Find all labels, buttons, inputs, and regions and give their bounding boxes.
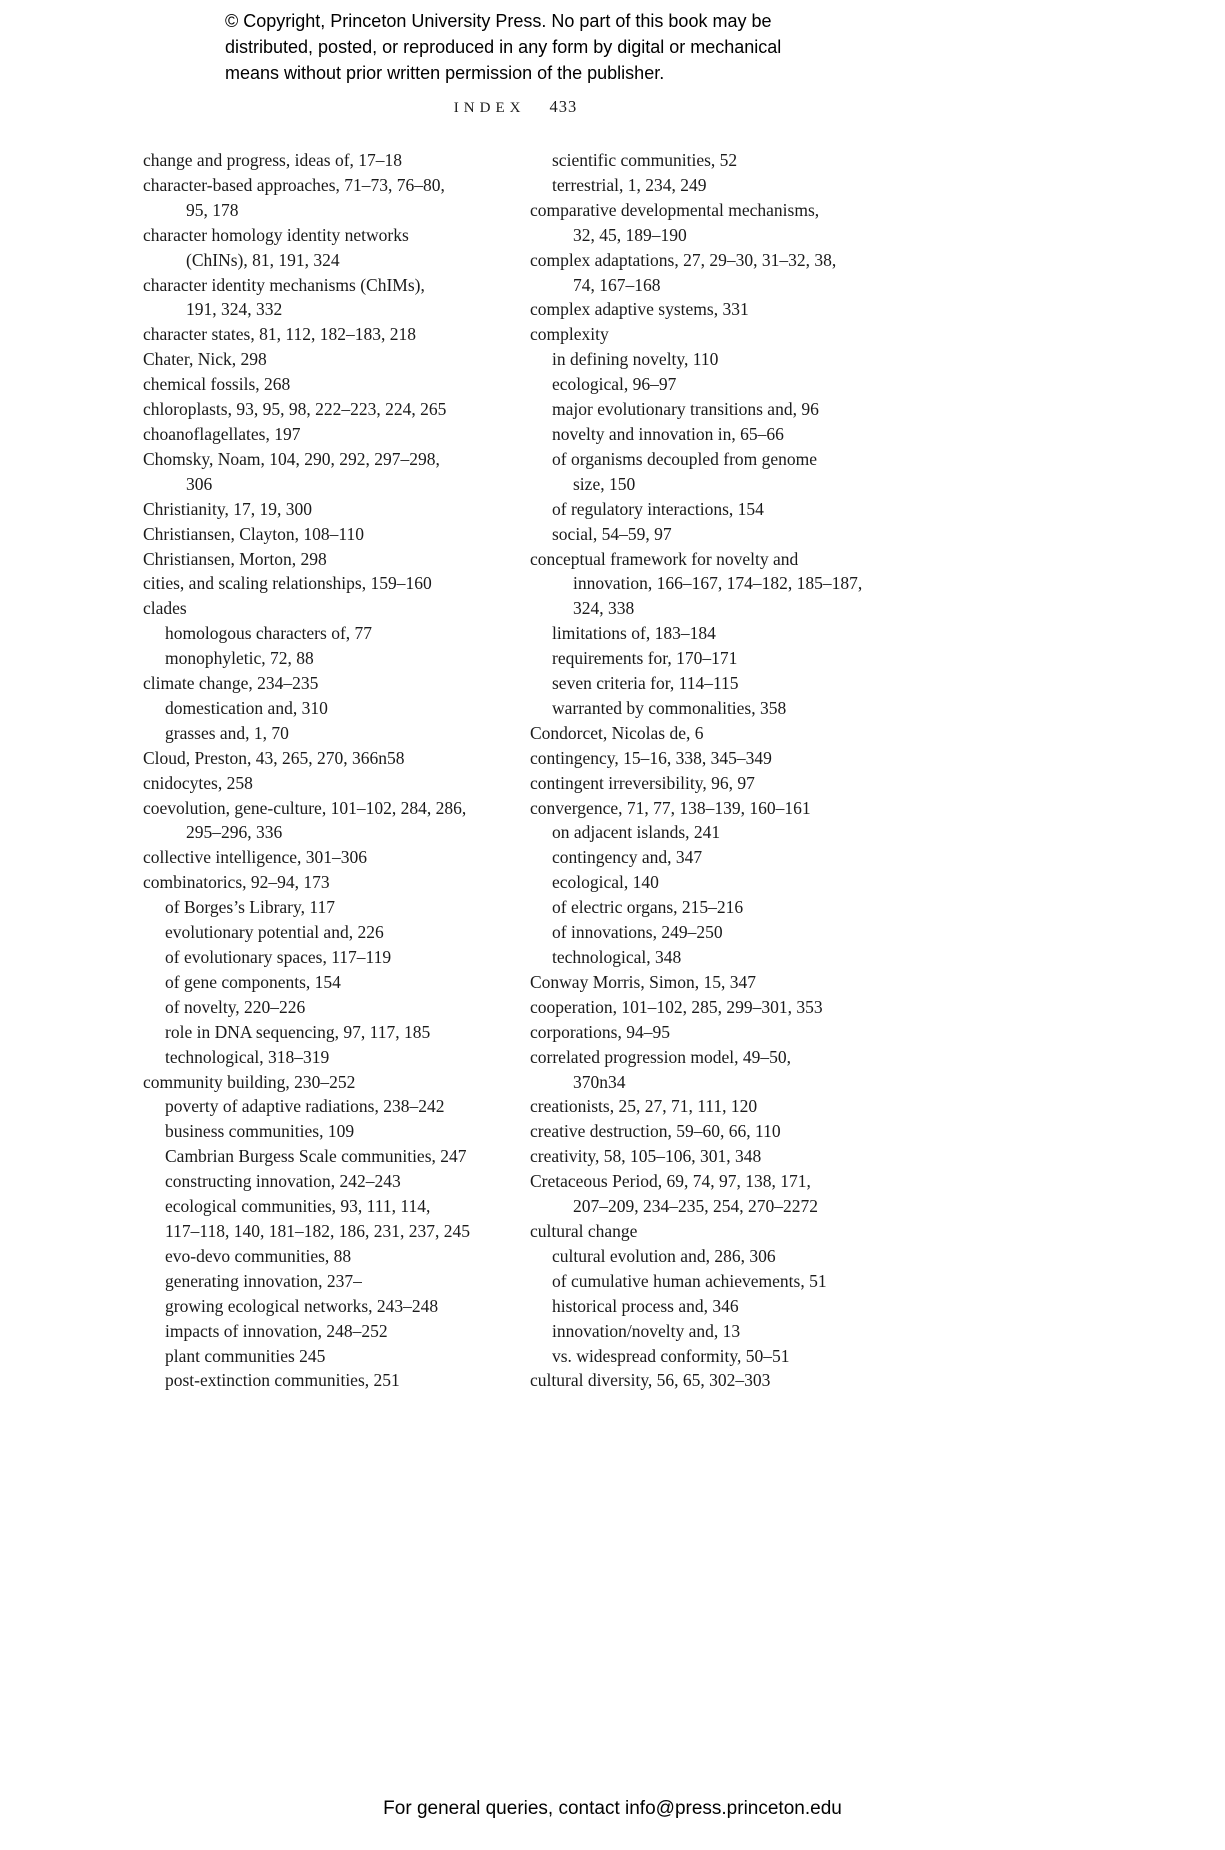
index-entry: character-based approaches, 71–73, 76–80, — [143, 174, 445, 195]
index-entry: chloroplasts, 93, 95, 98, 222–223, 224, 265 — [143, 399, 447, 420]
index-entry: 32, 45, 189–190 — [573, 224, 687, 245]
index-entry: cooperation, 101–102, 285, 299–301, 353 — [530, 996, 823, 1017]
copyright-notice — [225, 8, 781, 86]
index-entry: of regulatory interactions, 154 — [552, 498, 764, 519]
index-entry: Christianity, 17, 19, 300 — [143, 498, 313, 519]
index-entry: poverty of adaptive radiations, 238–242 — [165, 1096, 445, 1117]
index-entry: 324, 338 — [573, 598, 635, 619]
index-column-right — [530, 148, 1125, 1393]
index-entry: creative destruction, 59–60, 66, 110 — [530, 1121, 781, 1142]
index-entry: contingent irreversibility, 96, 97 — [530, 772, 755, 793]
index-entry: (ChINs), 81, 191, 324 — [186, 249, 340, 270]
index-entry: chemical fossils, 268 — [143, 374, 291, 395]
index-entry: of Borges’s Library, 117 — [165, 897, 335, 918]
index-title: INDEX — [453, 100, 526, 116]
index-entry: generating innovation, 237– — [165, 1270, 362, 1291]
index-entry: character homology identity networks — [143, 224, 409, 245]
index-entry: major evolutionary transitions and, 96 — [552, 399, 819, 420]
index-entry: 207–209, 234–235, 254, 270–2272 — [573, 1196, 818, 1217]
index-entry: social, 54–59, 97 — [552, 523, 672, 544]
index-entry: complex adaptive systems, 331 — [530, 299, 749, 320]
index-entry: Cloud, Preston, 43, 265, 270, 366n58 — [143, 747, 405, 768]
index-entry: complex adaptations, 27, 29–30, 31–32, 38, — [530, 249, 837, 270]
index-entry: terrestrial, 1, 234, 249 — [552, 174, 707, 195]
index-entry: combinatorics, 92–94, 173 — [143, 872, 330, 893]
index-entry: novelty and innovation in, 65–66 — [552, 423, 784, 444]
index-entry: constructing innovation, 242–243 — [165, 1171, 401, 1192]
index-entry: domestication and, 310 — [165, 697, 328, 718]
index-entry: seven criteria for, 114–115 — [552, 673, 739, 694]
index-entry: historical process and, 346 — [552, 1295, 739, 1316]
index-entry: complexity — [530, 324, 609, 345]
index-entry: contingency and, 347 — [552, 847, 703, 868]
footer-contact: For general queries, contact info@press.princeton.edu — [383, 1798, 842, 1819]
index-entry: cnidocytes, 258 — [143, 772, 253, 793]
index-entry: limitations of, 183–184 — [552, 623, 716, 644]
index-entry: climate change, 234–235 — [143, 673, 319, 694]
index-entry: creativity, 58, 105–106, 301, 348 — [530, 1146, 762, 1167]
index-entry: Christiansen, Morton, 298 — [143, 548, 327, 569]
index-entry: Chater, Nick, 298 — [143, 349, 267, 370]
index-entry: role in DNA sequencing, 97, 117, 185 — [165, 1021, 431, 1042]
index-entry: change and progress, ideas of, 17–18 — [143, 150, 403, 170]
index-entry: comparative developmental mechanisms, — [530, 199, 820, 220]
index-entry: growing ecological networks, 243–248 — [165, 1295, 439, 1316]
index-entry: 370n34 — [573, 1071, 626, 1092]
index-entry: Condorcet, Nicolas de, 6 — [530, 722, 704, 743]
index-entry: evo-devo communities, 88 — [165, 1245, 352, 1266]
index-entry: cities, and scaling relationships, 159–160 — [143, 573, 432, 594]
index-entry: coevolution, gene-culture, 101–102, 284, 286, — [143, 797, 467, 818]
index-entry: of innovations, 249–250 — [552, 922, 723, 943]
index-entry: Cretaceous Period, 69, 74, 97, 138, 171, — [530, 1171, 811, 1192]
index-entry: cultural evolution and, 286, 306 — [552, 1245, 776, 1266]
index-entry: post-extinction communities, 251 — [165, 1370, 400, 1391]
index-entry: cultural change — [530, 1220, 638, 1241]
page-header — [143, 97, 888, 117]
index-entry: of cumulative human achievements, 51 — [552, 1270, 827, 1291]
index-entry: vs. widespread conformity, 50–51 — [552, 1345, 790, 1366]
page-number: 433 — [549, 97, 578, 116]
copyright-line: © Copyright, Princeton University Press. No part of this book may be — [225, 11, 772, 31]
index-entry: evolutionary potential and, 226 — [165, 922, 384, 943]
index-entry: 306 — [186, 473, 213, 494]
index-entry: size, 150 — [573, 473, 636, 494]
index-entry: of evolutionary spaces, 117–119 — [165, 947, 392, 967]
index-entry: conceptual framework for novelty and — [530, 548, 799, 569]
index-entry: character identity mechanisms (ChIMs), — [143, 274, 425, 295]
index-columns — [143, 148, 1125, 1393]
index-entry: collective intelligence, 301–306 — [143, 847, 368, 868]
index-entry: correlated progression model, 49–50, — [530, 1046, 791, 1067]
index-entry: cultural diversity, 56, 65, 302–303 — [530, 1370, 771, 1391]
index-entry: 295–296, 336 — [186, 822, 283, 843]
copyright-line: means without prior written permission of the publisher. — [225, 63, 665, 83]
index-entry: Chomsky, Noam, 104, 290, 292, 297–298, — [143, 448, 440, 469]
index-entry: convergence, 71, 77, 138–139, 160–161 — [530, 797, 811, 818]
index-entry: technological, 348 — [552, 947, 682, 967]
index-entry: of novelty, 220–226 — [165, 996, 306, 1017]
index-entry: homologous characters of, 77 — [165, 623, 373, 644]
copyright-line: distributed, posted, or reproduced in any form by digital or mechanical — [225, 37, 782, 57]
index-entry: plant communities 245 — [165, 1345, 326, 1366]
index-entry: on adjacent islands, 241 — [552, 822, 721, 843]
index-entry: monophyletic, 72, 88 — [165, 648, 314, 669]
index-entry: ecological, 96–97 — [552, 374, 677, 395]
index-entry: clades — [143, 598, 187, 619]
index-entry: ecological, 140 — [552, 872, 659, 893]
index-entry: requirements for, 170–171 — [552, 648, 738, 669]
index-entry: of electric organs, 215–216 — [552, 897, 744, 918]
index-entry: business communities, 109 — [165, 1121, 355, 1142]
index-entry: Conway Morris, Simon, 15, 347 — [530, 971, 757, 992]
index-entry: scientific communities, 52 — [552, 150, 738, 170]
index-entry: creationists, 25, 27, 71, 111, 120 — [530, 1096, 758, 1117]
index-entry: technological, 318–319 — [165, 1046, 330, 1067]
index-entry: innovation, 166–167, 174–182, 185–187, — [573, 573, 863, 594]
index-entry: community building, 230–252 — [143, 1071, 356, 1092]
index-entry: warranted by commonalities, 358 — [552, 697, 787, 718]
index-entry: 191, 324, 332 — [186, 299, 283, 320]
index-entry: of gene components, 154 — [165, 971, 341, 992]
index-entry: Cambrian Burgess Scale communities, 247 — [165, 1146, 467, 1167]
index-entry: 95, 178 — [186, 199, 239, 220]
index-entry: of organisms decoupled from genome — [552, 448, 818, 469]
index-entry: choanoflagellates, 197 — [143, 423, 301, 444]
index-entry: 117–118, 140, 181–182, 186, 231, 237, 245 — [165, 1220, 470, 1241]
index-entry: impacts of innovation, 248–252 — [165, 1320, 388, 1341]
index-entry: corporations, 94–95 — [530, 1021, 670, 1042]
index-entry: contingency, 15–16, 338, 345–349 — [530, 747, 772, 768]
index-column-left — [143, 148, 530, 1393]
index-entry: grasses and, 1, 70 — [165, 722, 289, 743]
index-entry: character states, 81, 112, 182–183, 218 — [143, 324, 416, 345]
index-entry: ecological communities, 93, 111, 114, — [165, 1196, 431, 1217]
index-entry: in defining novelty, 110 — [552, 349, 719, 370]
index-entry: Christiansen, Clayton, 108–110 — [143, 523, 365, 544]
index-entry: innovation/novelty and, 13 — [552, 1320, 741, 1341]
index-entry: 74, 167–168 — [573, 274, 661, 295]
